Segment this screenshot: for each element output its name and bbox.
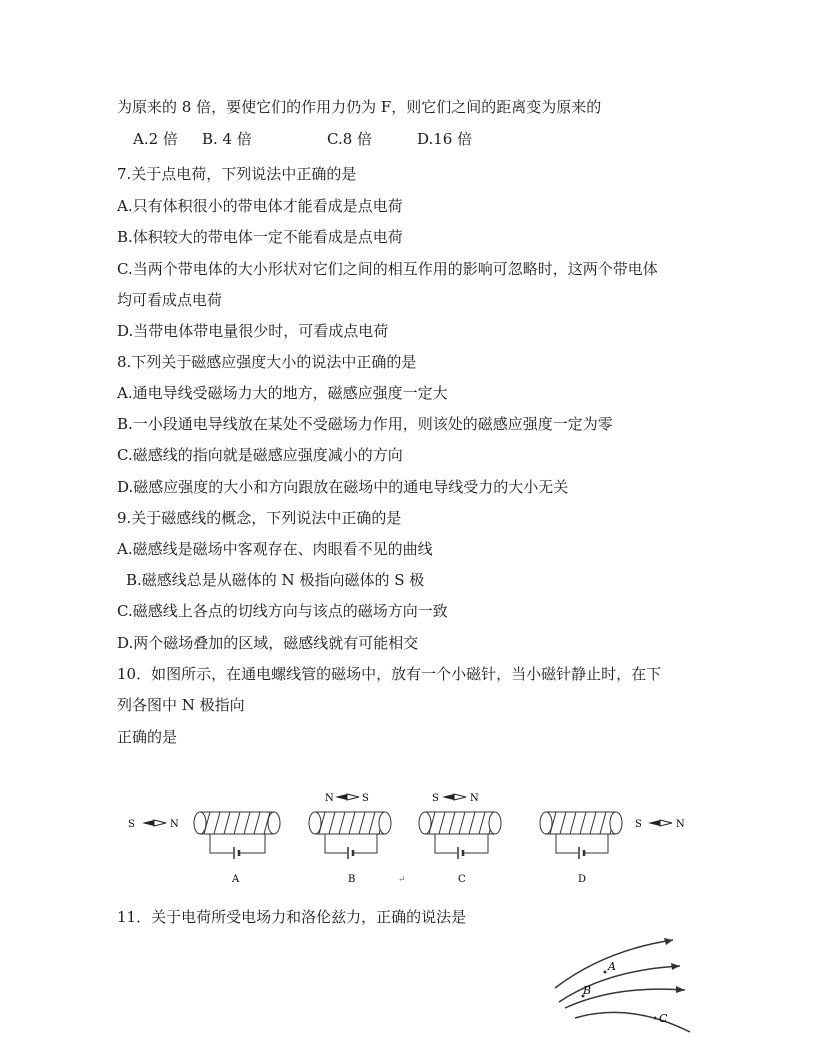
- panel-d: [540, 812, 685, 885]
- panel-c-left-pole: S: [432, 793, 439, 804]
- q6-options: [117, 129, 617, 149]
- q7-option-c-line2: 均可看成点电荷: [117, 291, 223, 309]
- point-b-label: B: [583, 984, 592, 997]
- q8-option-b: B.一小段通电导线放在某处不受磁场力作用，则该处的磁感应强度一定为零: [117, 415, 613, 433]
- q10-stem-line3: 正确的是: [117, 728, 178, 746]
- panel-c: [419, 793, 501, 885]
- q10-stem-line2: 列各图中 N 极指向: [117, 696, 245, 714]
- panel-a-right-pole: N: [170, 819, 179, 830]
- panel-d-right-pole: N: [676, 819, 685, 830]
- panel-a-left-pole: S: [128, 819, 135, 830]
- q7-option-d: D.当带电体带电量很少时，可看成点电荷: [117, 322, 389, 340]
- point-a-label: A: [608, 960, 616, 973]
- q8-stem: 8.下列关于磁感应强度大小的说法中正确的是: [117, 353, 417, 371]
- q9-option-b: B.磁感线总是从磁体的 N 极指向磁体的 S 极: [126, 571, 425, 589]
- q9-option-c: C.磁感线上各点的切线方向与该点的磁场方向一致: [117, 602, 448, 620]
- panel-b: [309, 793, 391, 885]
- panel-b-right-pole: S: [362, 793, 369, 804]
- q8-option-c: C.磁感线的指向就是磁感应强度减小的方向: [117, 446, 403, 464]
- return-mark: ↵: [398, 875, 406, 885]
- panel-c-label: C: [458, 874, 466, 885]
- q9-option-d: D.两个磁场叠加的区域，磁感线就有可能相交: [117, 634, 419, 652]
- q6-option-d: D.16 倍: [417, 130, 473, 148]
- panel-a: [128, 812, 280, 885]
- q6-option-a: A.2 倍: [133, 130, 178, 148]
- panel-b-label: B: [348, 874, 356, 885]
- panel-b-left-pole: N: [325, 793, 334, 804]
- q6-stem-continuation: 为原来的 8 倍，要使它们的作用力仍为 F，则它们之间的距离变为原来的: [117, 98, 602, 116]
- panel-d-left-pole: S: [635, 819, 642, 830]
- q10-stem-line1: 10．如图所示，在通电螺线管的磁场中，放有一个小磁针，当小磁针静止时，在下: [117, 665, 662, 683]
- q9-option-a: A.磁感线是磁场中客观存在、肉眼看不见的曲线: [117, 540, 433, 558]
- q7-option-a: A.只有体积很小的带电体才能看成是点电荷: [117, 197, 403, 215]
- panel-a-label: A: [232, 874, 240, 885]
- q11-stem: 11．关于电荷所受电场力和洛伦兹力，正确的说法是: [117, 908, 467, 926]
- q6-option-b: B. 4 倍: [202, 130, 252, 148]
- point-c-label: C: [659, 1012, 668, 1025]
- q7-stem: 7.关于点电荷，下列说法中正确的是: [117, 165, 357, 183]
- q7-option-c-line1: C.当两个带电体的大小形状对它们之间的相互作用的影响可忽略时，这两个带电体: [117, 260, 658, 278]
- q6-option-c: C.8 倍: [327, 130, 373, 148]
- q8-option-a: A.通电导线受磁场力大的地方，磁感应强度一定大: [117, 384, 448, 402]
- q7-option-b: B.体积较大的带电体一定不能看成是点电荷: [117, 228, 403, 246]
- panel-d-label: D: [578, 874, 587, 885]
- q9-stem: 9.关于磁感线的概念，下列说法中正确的是: [117, 509, 402, 527]
- q8-option-d: D.磁感应强度的大小和方向跟放在磁场中的通电导线受力的大小无关: [117, 478, 569, 496]
- panel-c-right-pole: N: [470, 793, 479, 804]
- solenoid-figure: [120, 785, 710, 890]
- field-lines-figure: [545, 930, 695, 1045]
